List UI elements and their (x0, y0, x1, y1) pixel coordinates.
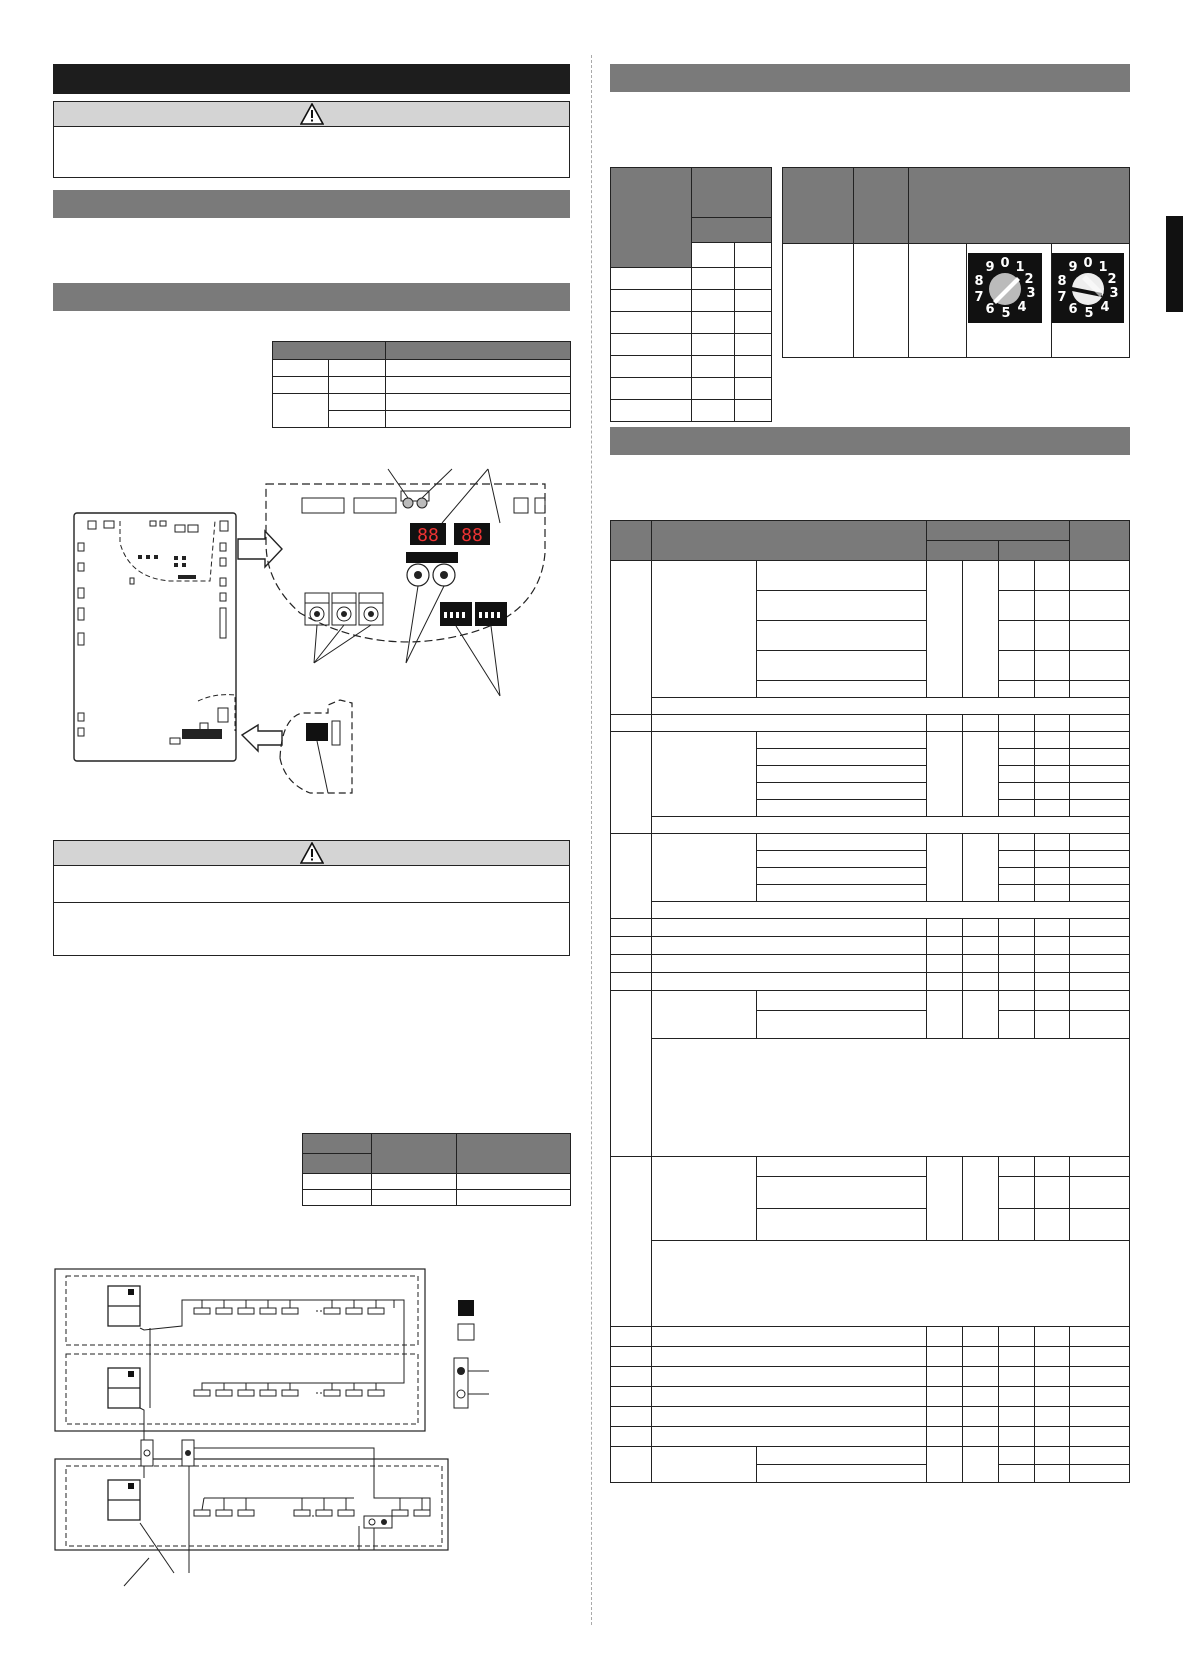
section-header-gray-1 (53, 190, 570, 218)
column-divider (591, 55, 592, 1625)
switch-table-left (272, 341, 571, 428)
section-header-gray-3 (610, 64, 1130, 92)
warning-box-top-header (54, 102, 569, 127)
dial1-digit-2: 2 (1024, 272, 1034, 287)
dial2-digit-7: 7 (1057, 290, 1067, 305)
function-setting-table (610, 520, 1130, 1483)
dial1-digit-9: 9 (985, 260, 995, 275)
warning-box-middle (53, 840, 570, 956)
dial2-digit-8: 8 (1057, 274, 1067, 289)
dial2-digit-5: 5 (1084, 306, 1094, 321)
dial2-digit-9: 9 (1068, 260, 1078, 275)
dial1-digit-7: 7 (974, 290, 984, 305)
dial1-digit-6: 6 (985, 302, 995, 317)
dial2-digit-1: 1 (1098, 260, 1108, 275)
segment-digits-2: 88 (461, 525, 483, 546)
section-header-dark (53, 64, 570, 94)
dial1-digit-1: 1 (1015, 260, 1025, 275)
pcb-diagram (70, 463, 550, 813)
dial1-digit-4: 4 (1017, 300, 1027, 315)
network-wiring-diagram (54, 1268, 564, 1588)
dial2-digit-6: 6 (1068, 302, 1078, 317)
dial1-digit-5: 5 (1001, 306, 1011, 321)
dial2-digit-3: 3 (1109, 286, 1119, 301)
warning-box-middle-header (54, 841, 569, 866)
warning-box-top (53, 101, 570, 178)
page-tab-marker (1166, 216, 1183, 312)
rotary-switch-dial-1 (968, 253, 1042, 323)
warning-triangle-icon (300, 103, 324, 125)
address-table-right (610, 167, 772, 422)
warning-box-middle-divider (54, 902, 569, 903)
section-header-gray-2 (53, 283, 570, 311)
warning-triangle-icon (300, 842, 324, 864)
dial2-digit-4: 4 (1100, 300, 1110, 315)
dial2-digit-2: 2 (1107, 272, 1117, 287)
rotary-switch-dial-2 (1052, 253, 1124, 323)
dial1-digit-3: 3 (1026, 286, 1036, 301)
dial2-digit-0: 0 (1083, 256, 1093, 271)
dial1-digit-0: 0 (1000, 256, 1010, 271)
address-table-left (302, 1133, 571, 1206)
section-header-gray-4 (610, 427, 1130, 455)
segment-digits-1: 88 (417, 525, 439, 546)
dial1-digit-8: 8 (974, 274, 984, 289)
